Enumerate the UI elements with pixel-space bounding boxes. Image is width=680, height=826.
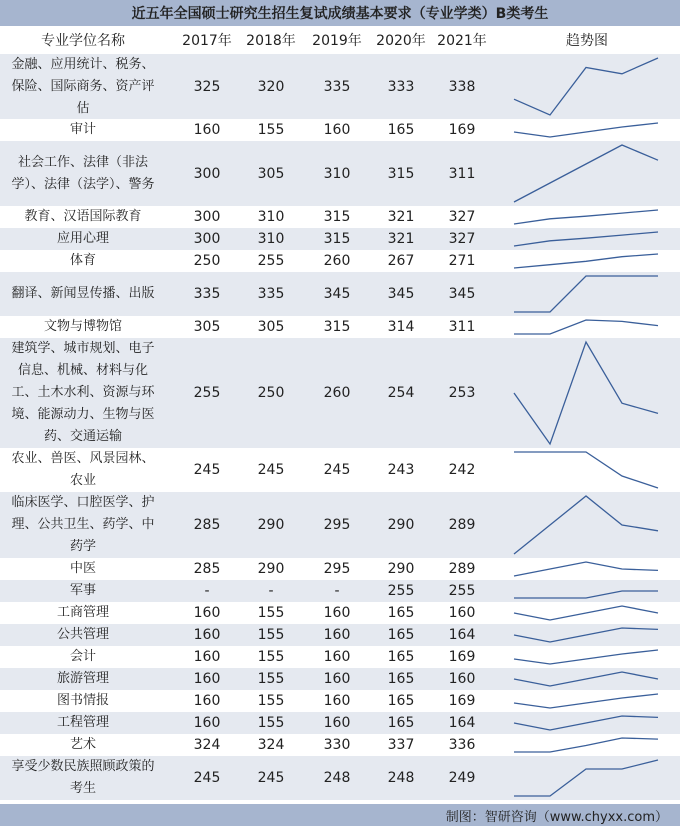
sparkline-path <box>514 738 658 752</box>
sparkline-path <box>514 342 658 444</box>
value-cell: 250 <box>257 385 285 401</box>
value-cell: 160 <box>193 122 221 138</box>
value-cell: 295 <box>323 561 351 577</box>
value-cell: 310 <box>257 209 285 225</box>
row-name: 农业、兽医、风景园林、农业 <box>11 451 155 488</box>
row-name-cell <box>0 492 166 558</box>
column-header-2018: 2018年 <box>246 33 296 49</box>
row-name: 工程管理 <box>56 715 109 730</box>
value-cell: 169 <box>448 649 476 665</box>
value-cell: 315 <box>323 209 351 225</box>
value-cell: 321 <box>387 209 415 225</box>
table-row <box>0 602 680 624</box>
row-name-cell <box>0 712 166 734</box>
trend-sparkline <box>494 228 680 250</box>
value-cell: 310 <box>257 231 285 247</box>
sparkline-path <box>514 123 658 137</box>
value-cell: 255 <box>257 253 285 269</box>
value-cell: 305 <box>193 319 221 335</box>
value-cell: 333 <box>387 78 415 95</box>
row-name: 临床医学、口腔医学、护理、公共卫生、药学、中药学 <box>11 495 155 554</box>
sparkline-path <box>514 496 658 554</box>
source-footer <box>0 804 680 826</box>
value-cell: 160 <box>323 693 351 709</box>
value-cell: 345 <box>448 286 476 302</box>
row-name: 艺术 <box>69 737 96 752</box>
row-name-cell <box>0 448 166 492</box>
value-cell: - <box>334 583 340 599</box>
value-cell: 249 <box>448 770 476 786</box>
sparkline-path <box>514 232 658 246</box>
value-cell: 260 <box>323 385 351 401</box>
value-cell: 165 <box>387 715 415 731</box>
value-cell: 345 <box>387 286 415 302</box>
value-cell: 165 <box>387 649 415 665</box>
trend-sparkline <box>494 734 680 756</box>
trend-sparkline <box>494 338 680 448</box>
value-cell: 315 <box>387 165 415 182</box>
sparkline-path <box>514 694 658 708</box>
row-name: 体育 <box>69 253 96 268</box>
table-row <box>0 668 680 690</box>
value-cell: 330 <box>323 737 351 753</box>
value-cell: 245 <box>257 770 285 786</box>
value-cell: 169 <box>448 122 476 138</box>
value-cell: 160 <box>323 715 351 731</box>
trend-sparkline <box>494 712 680 734</box>
table-row <box>0 690 680 712</box>
value-cell: 245 <box>193 462 221 478</box>
table-row <box>0 54 680 119</box>
row-name: 社会工作、法律（非法学）、法律（法学）、警务 <box>11 154 155 192</box>
source-credit: 制图：智研咨询（www.chyxx.com） <box>445 809 668 825</box>
trend-sparkline <box>494 624 680 646</box>
table-row <box>0 206 680 228</box>
trend-sparkline <box>494 250 680 272</box>
value-cell: 248 <box>387 770 415 786</box>
column-header-2017: 2017年 <box>182 33 232 49</box>
value-cell: 155 <box>257 715 285 731</box>
value-cell: 324 <box>257 737 285 753</box>
value-cell: 325 <box>193 78 221 95</box>
value-cell: 160 <box>193 693 221 709</box>
trend-sparkline <box>494 316 680 338</box>
value-cell: 327 <box>448 209 476 225</box>
value-cell: 245 <box>257 462 285 478</box>
row-name: 建筑学、城市规划、电子信息、机械、材料与化工、土木水利、资源与环境、能源动力、生物与医药、交通运输 <box>11 341 155 444</box>
value-cell: 160 <box>193 671 221 687</box>
value-cell: 260 <box>323 253 351 269</box>
trend-sparkline <box>494 580 680 602</box>
table-row <box>0 250 680 272</box>
trend-sparkline <box>494 119 680 141</box>
row-name: 公共管理 <box>56 627 109 642</box>
value-cell: 320 <box>257 78 285 95</box>
value-cell: 327 <box>448 231 476 247</box>
table-row <box>0 492 680 558</box>
row-name: 图书情报 <box>56 693 109 708</box>
column-header-2020: 2020年 <box>376 33 426 49</box>
trend-sparkline <box>494 690 680 712</box>
value-cell: 324 <box>193 737 221 753</box>
value-cell: 290 <box>387 517 415 533</box>
value-cell: 255 <box>448 583 476 599</box>
sparkline-path <box>514 591 658 598</box>
value-cell: 285 <box>193 561 221 577</box>
value-cell: 255 <box>193 385 221 401</box>
row-name-cell <box>0 756 166 800</box>
trend-sparkline <box>494 448 680 492</box>
row-name: 应用心理 <box>56 231 109 246</box>
column-header-name: 专业学位名称 <box>41 33 125 49</box>
sparkline-path <box>514 276 658 312</box>
sparkline-path <box>514 650 658 664</box>
table-row <box>0 448 680 492</box>
value-cell: 164 <box>448 627 476 643</box>
value-cell: 311 <box>448 165 476 182</box>
row-name: 军事 <box>69 583 96 598</box>
column-header-2021: 2021年 <box>437 33 487 49</box>
trend-sparkline <box>494 206 680 228</box>
value-cell: 155 <box>257 605 285 621</box>
value-cell: 160 <box>448 671 476 687</box>
row-name-cell <box>0 338 166 448</box>
trend-sparkline <box>494 668 680 690</box>
table-header <box>0 26 680 54</box>
row-name: 金融、应用统计、税务、保险、国际商务、资产评估 <box>11 56 155 116</box>
value-cell: 155 <box>257 671 285 687</box>
value-cell: 160 <box>323 649 351 665</box>
row-name: 会计 <box>69 649 96 664</box>
value-cell: 305 <box>257 319 285 335</box>
row-name-cell <box>0 206 166 228</box>
sparkline-path <box>514 254 658 268</box>
sparkline-path <box>514 606 658 620</box>
sparkline-path <box>514 628 658 642</box>
value-cell: 338 <box>448 78 476 95</box>
sparkline-path <box>514 760 658 796</box>
trend-sparkline <box>494 54 680 119</box>
value-cell: 315 <box>323 231 351 247</box>
row-name-cell <box>0 54 166 119</box>
table-row <box>0 558 680 580</box>
value-cell: 250 <box>193 253 221 269</box>
table-row <box>0 119 680 141</box>
value-cell: 160 <box>323 122 351 138</box>
sparkline-path <box>514 320 658 334</box>
trend-sparkline <box>494 558 680 580</box>
value-cell: 245 <box>323 462 351 478</box>
value-cell: 255 <box>387 583 415 599</box>
value-cell: 300 <box>193 209 221 225</box>
value-cell: 169 <box>448 693 476 709</box>
trend-sparkline <box>494 492 680 558</box>
value-cell: 248 <box>323 770 351 786</box>
row-name: 翻译、新闻昱传播、出版 <box>11 286 155 301</box>
row-name-cell <box>0 119 166 141</box>
table-row <box>0 338 680 448</box>
table-row <box>0 141 680 206</box>
row-name-cell <box>0 734 166 756</box>
value-cell: 315 <box>323 319 351 335</box>
trend-sparkline <box>494 272 680 316</box>
table-row <box>0 712 680 734</box>
row-name-cell <box>0 316 166 338</box>
row-name-cell <box>0 690 166 712</box>
value-cell: 335 <box>193 286 221 302</box>
table-row <box>0 646 680 668</box>
value-cell: 253 <box>448 385 476 401</box>
table-row <box>0 624 680 646</box>
value-cell: 165 <box>387 693 415 709</box>
value-cell: 290 <box>257 517 285 533</box>
sparkline-path <box>514 672 658 686</box>
value-cell: 337 <box>387 737 415 753</box>
row-name-cell <box>0 141 166 206</box>
value-cell: 290 <box>387 561 415 577</box>
column-header-2019: 2019年 <box>312 33 362 49</box>
value-cell: 285 <box>193 517 221 533</box>
sparkline-path <box>514 562 658 576</box>
table-title: 近五年全国硕士研究生招生复试成绩基本要求（专业学类）B类考生 <box>0 0 680 26</box>
value-cell: 289 <box>448 517 476 533</box>
value-cell: - <box>204 583 210 599</box>
value-cell: 155 <box>257 627 285 643</box>
value-cell: 254 <box>387 385 415 401</box>
value-cell: 311 <box>448 319 476 335</box>
row-name: 工商管理 <box>56 605 109 620</box>
value-cell: 164 <box>448 715 476 731</box>
value-cell: 165 <box>387 605 415 621</box>
row-name-cell <box>0 272 166 316</box>
row-name: 旅游管理 <box>56 671 109 686</box>
value-cell: 165 <box>387 627 415 643</box>
value-cell: 314 <box>387 319 415 335</box>
trend-sparkline <box>494 756 680 800</box>
value-cell: 160 <box>323 671 351 687</box>
value-cell: 335 <box>257 286 285 302</box>
table-row <box>0 734 680 756</box>
value-cell: 245 <box>193 770 221 786</box>
sparkline-path <box>514 210 658 224</box>
value-cell: 335 <box>323 78 351 95</box>
row-name: 中医 <box>69 561 96 576</box>
value-cell: 160 <box>193 649 221 665</box>
table-row <box>0 228 680 250</box>
row-name-cell <box>0 602 166 624</box>
table-row <box>0 272 680 316</box>
row-name-cell <box>0 668 166 690</box>
value-cell: 160 <box>193 605 221 621</box>
row-name: 享受少数民族照顾政策的考生 <box>11 759 155 796</box>
sparkline-path <box>514 452 658 488</box>
trend-sparkline <box>494 602 680 624</box>
table-row <box>0 756 680 800</box>
row-name-cell <box>0 624 166 646</box>
value-cell: 290 <box>257 561 285 577</box>
sparkline-path <box>514 58 658 115</box>
value-cell: 289 <box>448 561 476 577</box>
value-cell: 155 <box>257 122 285 138</box>
value-cell: 165 <box>387 122 415 138</box>
table-row <box>0 316 680 338</box>
value-cell: 271 <box>448 253 476 269</box>
row-name: 教育、汉语国际教育 <box>24 209 142 224</box>
value-cell: 160 <box>323 605 351 621</box>
value-cell: - <box>268 583 274 599</box>
value-cell: 165 <box>387 671 415 687</box>
value-cell: 310 <box>323 165 351 182</box>
sparkline-path <box>514 145 658 202</box>
value-cell: 267 <box>387 253 415 269</box>
value-cell: 243 <box>387 462 415 478</box>
row-name-cell <box>0 580 166 602</box>
value-cell: 160 <box>448 605 476 621</box>
row-name: 文物与博物馆 <box>43 319 122 334</box>
row-name-cell <box>0 250 166 272</box>
row-name: 审计 <box>69 122 96 137</box>
value-cell: 336 <box>448 737 476 753</box>
value-cell: 242 <box>448 462 476 478</box>
row-name-cell <box>0 558 166 580</box>
value-cell: 345 <box>323 286 351 302</box>
row-name-cell <box>0 646 166 668</box>
sparkline-path <box>514 716 658 730</box>
value-cell: 305 <box>257 165 285 182</box>
trend-sparkline <box>494 646 680 668</box>
value-cell: 300 <box>193 231 221 247</box>
value-cell: 155 <box>257 649 285 665</box>
value-cell: 160 <box>193 715 221 731</box>
row-name-cell <box>0 228 166 250</box>
value-cell: 300 <box>193 165 221 182</box>
value-cell: 295 <box>323 517 351 533</box>
value-cell: 160 <box>193 627 221 643</box>
table-row <box>0 580 680 602</box>
trend-sparkline <box>494 141 680 206</box>
value-cell: 155 <box>257 693 285 709</box>
column-header-trend: 趋势图 <box>566 33 608 49</box>
value-cell: 160 <box>323 627 351 643</box>
value-cell: 321 <box>387 231 415 247</box>
